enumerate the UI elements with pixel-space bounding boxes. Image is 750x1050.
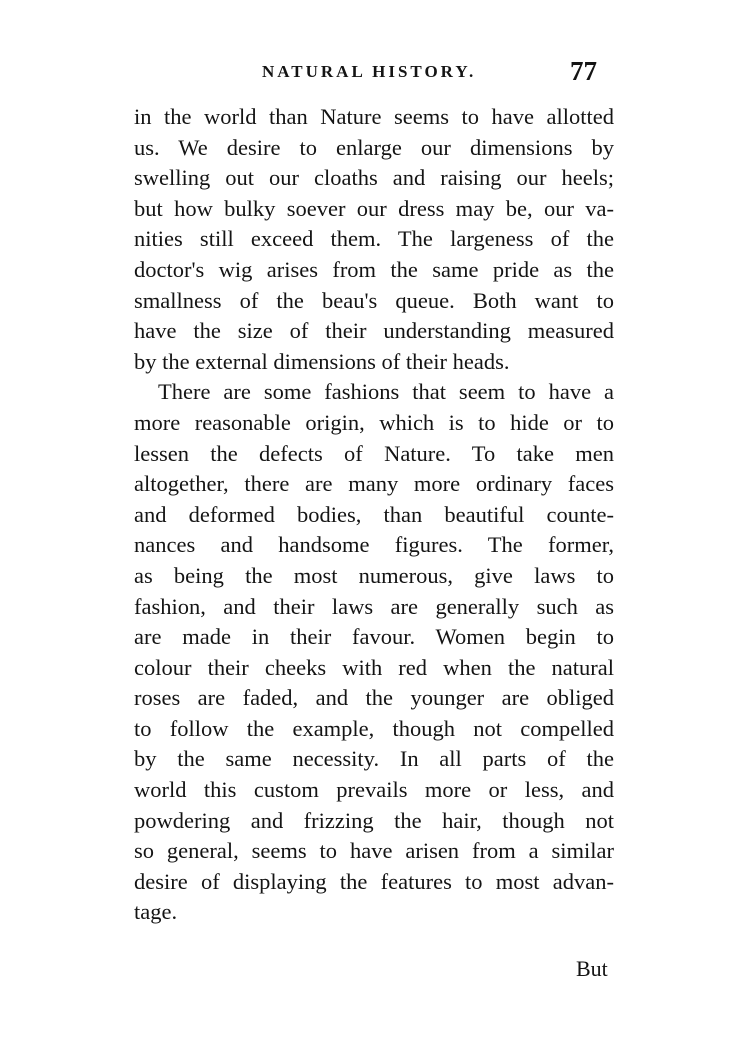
text-line: colour their cheeks with red when the natural bbox=[134, 654, 614, 680]
text-line: have the size of their understanding measured bbox=[134, 318, 614, 344]
running-head bbox=[0, 58, 750, 94]
text-line: altogether, there are many more ordinary faces bbox=[134, 471, 614, 497]
text-line: smallness of the beau's queue. Both want to bbox=[134, 287, 614, 313]
text-line: lessen the defects of Nature. To take men bbox=[134, 440, 614, 466]
text-line: doctor's wig arises from the same pride as the bbox=[134, 256, 614, 282]
text-line: to follow the example, though not compelled bbox=[134, 715, 614, 741]
paragraph-1 bbox=[134, 102, 614, 377]
body-text bbox=[134, 102, 614, 928]
text-line: us. We desire to enlarge our dimensions by bbox=[134, 134, 614, 160]
text-line: and deformed bodies, than beautiful counte- bbox=[134, 501, 614, 527]
page-number: 77 bbox=[570, 56, 597, 86]
text-line: so general, seems to have arisen from a similar bbox=[134, 838, 614, 864]
paragraph-2 bbox=[134, 377, 614, 928]
text-line: world this custom prevails more or less, and bbox=[134, 777, 614, 803]
text-line: swelling out our cloaths and raising our heels; bbox=[134, 165, 614, 191]
text-line: more reasonable origin, which is to hide or to bbox=[134, 409, 614, 435]
catchword: But bbox=[576, 956, 608, 981]
text-line: powdering and frizzing the hair, though not bbox=[134, 807, 614, 833]
text-line: in the world than Nature seems to have allotted bbox=[134, 104, 614, 129]
running-title: NATURAL HISTORY. bbox=[262, 62, 477, 81]
text-line: by the same necessity. In all parts of the bbox=[134, 746, 614, 772]
text-line: desire of displaying the features to most advan- bbox=[134, 868, 614, 894]
text-line: are made in their favour. Women begin to bbox=[134, 624, 614, 650]
text-line: fashion, and their laws are generally such as bbox=[134, 593, 614, 619]
text-line: nities still exceed them. The largeness of the bbox=[134, 226, 614, 252]
text-line: roses are faded, and the younger are obliged bbox=[134, 685, 614, 711]
text-line: tage. bbox=[134, 899, 178, 925]
text-line: nances and handsome figures. The former, bbox=[134, 532, 614, 558]
text-line: by the external dimensions of their heads. bbox=[134, 348, 510, 374]
text-line: but how bulky soever our dress may be, our va- bbox=[134, 195, 614, 221]
text-line: There are some fashions that seem to have a bbox=[158, 379, 614, 405]
text-line: as being the most numerous, give laws to bbox=[134, 562, 614, 588]
